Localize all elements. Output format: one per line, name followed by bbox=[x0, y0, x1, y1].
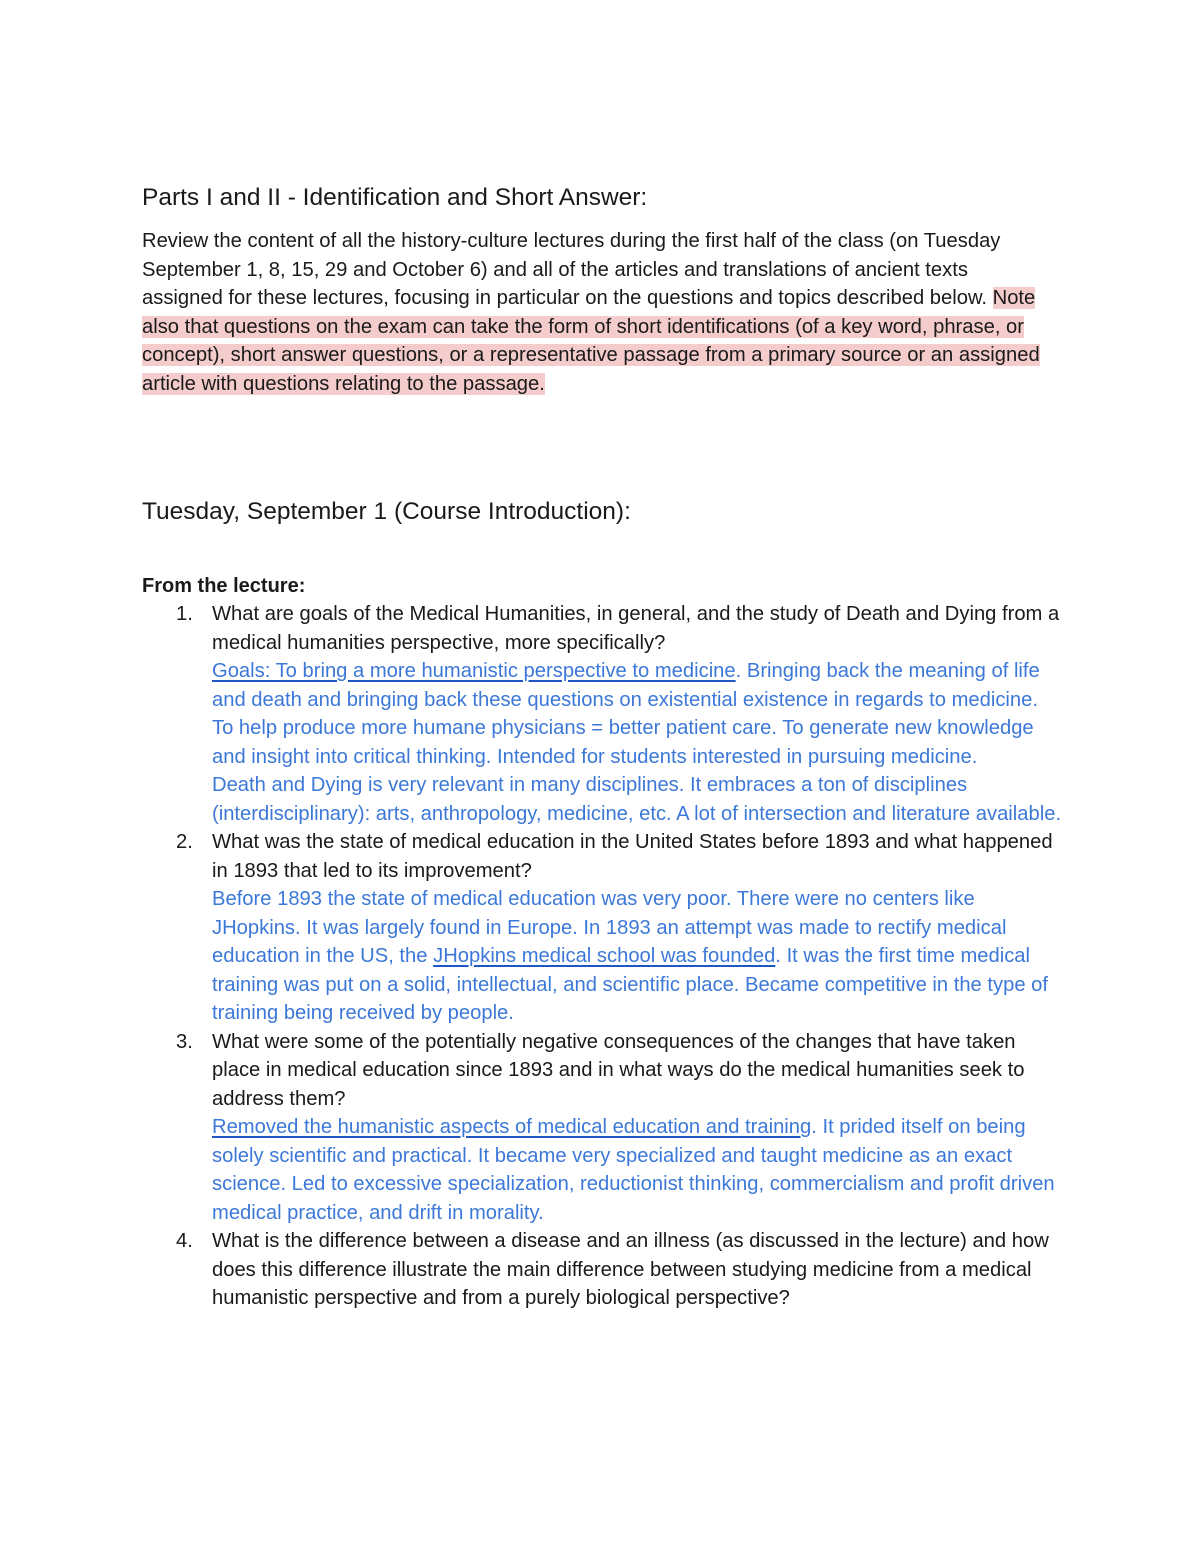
answer-text bbox=[212, 657, 1062, 771]
question-number: 2. bbox=[176, 831, 193, 853]
answer-rest-text: . It prided itself on being solely scientific and practical. It became very specialized and taught medicine as an exact science. Led to excessive specialization, reductionist thinking, commercialism and profit driven medical practice, and drift in morality. bbox=[212, 1116, 1055, 1224]
answer-pre-text: Before 1893 the state of medical education was very poor. There were no centers like JHopkins. It was largely found in Europe. In 1893 an attempt was made to rectify medical education in the US, the bbox=[212, 888, 1007, 967]
answer-rest-text: . Bringing back the meaning of life and death and bringing back these questions on existential existence in regards to medicine. To help produce more humane physicians = better patient care. To generate new knowledge and insight into critical thinking. Intended for students interested in pursuing medicine. bbox=[212, 660, 1040, 768]
answer-post-text: . It was the first time medical training was put on a solid, intellectual, and scientific place. Became competitive in the type of training being received by people. bbox=[212, 945, 1048, 1024]
answer-underlined-text: JHopkins medical school was founded bbox=[433, 945, 776, 967]
question-number: 3. bbox=[176, 1030, 193, 1053]
answer-underlined-text: Goals: To bring a more humanistic perspective to medicine bbox=[212, 660, 736, 682]
question-text: What are goals of the Medical Humanities, in general, and the study of Death and Dying from a medical humanities perspective, more specifically? bbox=[212, 603, 1060, 654]
answer-text bbox=[212, 885, 1062, 1028]
intro-text: Review the content of all the history-culture lectures during the first half of the class (on Tuesday September 1, 8, 15, 29 and October 6) and all of the articles and translations of ancient texts assigned for these lectures, focusing in particular on the questions and topics described below. bbox=[142, 230, 1001, 309]
question-item-4 bbox=[142, 1227, 1062, 1313]
answer-text bbox=[212, 1113, 1062, 1227]
question-text: What is the difference between a disease and an illness (as discussed in the lecture) and how does this difference illustrate the main difference between studying medicine from a medical humanistic perspective and from a purely biological perspective? bbox=[212, 1230, 1049, 1309]
question-list bbox=[142, 600, 1062, 1313]
question-item-3 bbox=[142, 1028, 1062, 1228]
intro-paragraph bbox=[142, 227, 1052, 398]
answer-underlined-text: Removed the humanistic aspects of medical education and training bbox=[212, 1116, 812, 1138]
question-text: What were some of the potentially negative consequences of the changes that have taken place in medical education since 1893 and in what ways do the medical humanities seek to address them? bbox=[212, 1030, 1025, 1110]
answer-text-2: Death and Dying is very relevant in many disciplines. It embraces a ton of disciplines (interdisciplinary): arts, anthropology, medicine, etc. A lot of intersection and literature available. bbox=[212, 774, 1062, 825]
question-number: 1. bbox=[176, 603, 193, 625]
section-sublabel: From the lecture: bbox=[142, 575, 306, 597]
section-heading: Tuesday, September 1 (Course Introduction): bbox=[142, 498, 631, 525]
question-number: 4. bbox=[176, 1230, 193, 1252]
question-item-2 bbox=[142, 828, 1062, 1028]
part-heading: Parts I and II - Identification and Short Answer: bbox=[142, 184, 648, 211]
question-text: What was the state of medical education in the United States before 1893 and what happened in 1893 that led to its improvement? bbox=[212, 831, 1053, 882]
question-item-1 bbox=[142, 600, 1062, 828]
intro-highlighted-text: Note also that questions on the exam can take the form of short identifications (of a key word, phrase, or concept), short answer questions, or a representative passage from a primary source or an assigned article with questions relating to the passage. bbox=[142, 287, 1040, 395]
